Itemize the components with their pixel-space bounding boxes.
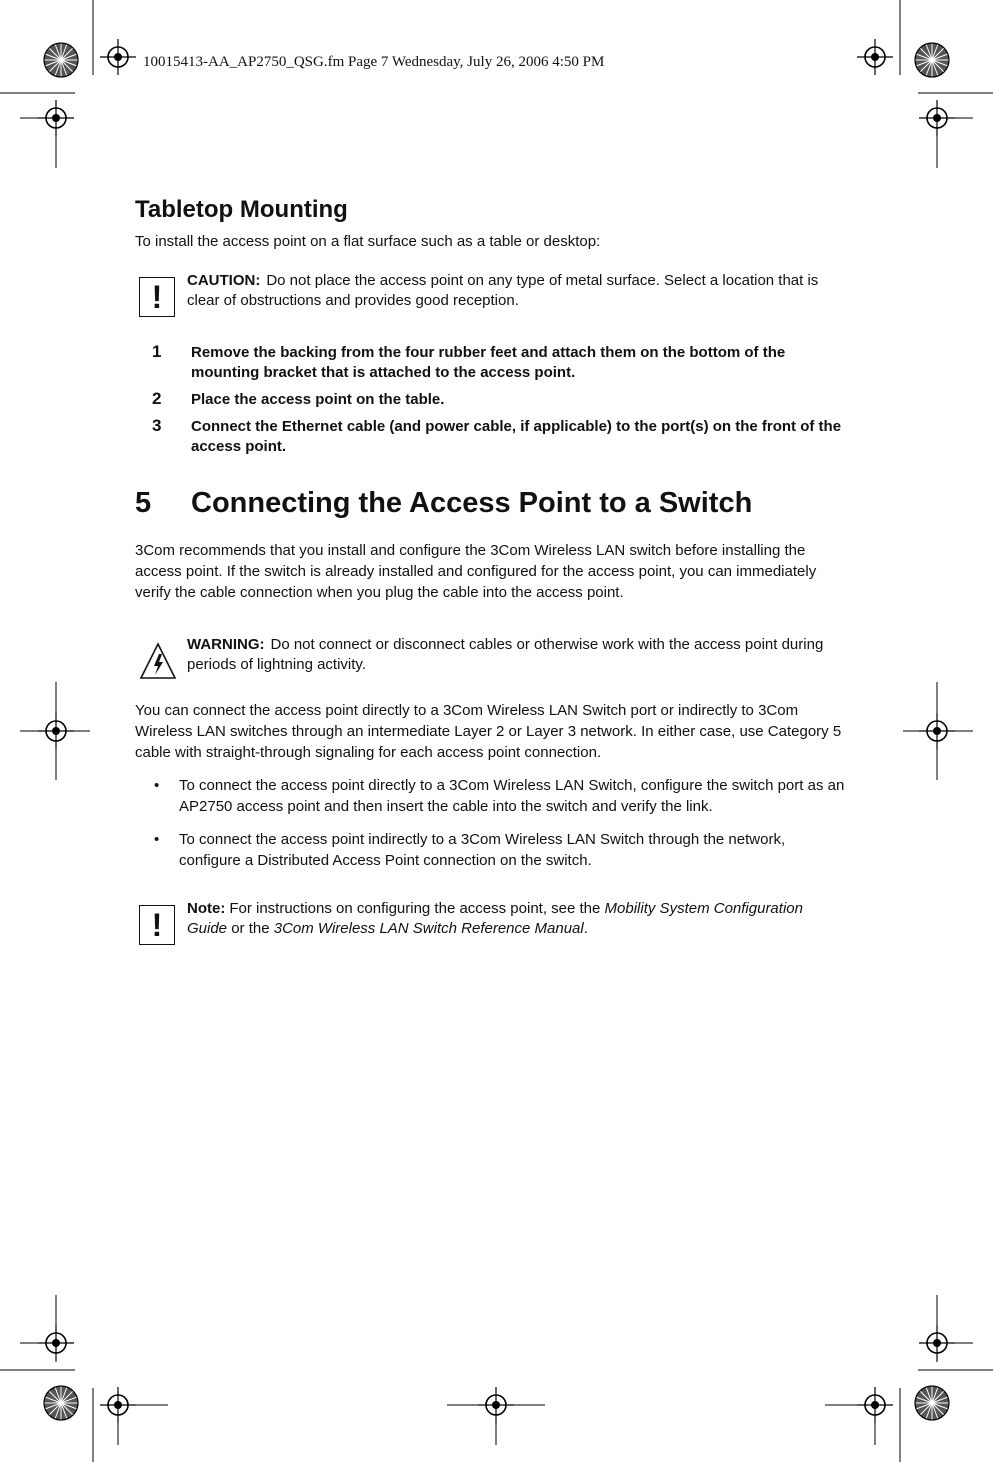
step-text: Place the access point on the table. xyxy=(191,391,445,408)
step-number: 3 xyxy=(152,416,162,435)
chapter-title: Connecting the Access Point to a Switch xyxy=(191,487,753,519)
bullet-item xyxy=(135,775,847,817)
file-header-line: 10015413-AA_AP2750_QSG.fm Page 7 Wednesday, July 26, 2006 4:50 PM xyxy=(143,54,605,70)
lightning-icon xyxy=(139,641,177,681)
page-content xyxy=(135,196,847,949)
warning-notice xyxy=(135,635,847,685)
note-text-before: For instructions on configuring the access point, see the xyxy=(229,900,601,917)
step-number: 2 xyxy=(152,389,162,408)
caution-label: CAUTION: xyxy=(187,272,261,289)
chapter-paragraph-2: You can connect the access point directly to a 3Com Wireless LAN Switch port or indirectly to 3Com Wireless LAN switches through an intermediate Layer 2 or Layer 3 network. In either case, use Category 5 cable with straight-through signaling for each access point connection. xyxy=(135,702,842,761)
section-title-tabletop: Tabletop Mounting xyxy=(135,196,348,223)
warning-text: Do not connect or disconnect cables or otherwise work with the access point during periods of lightning activity. xyxy=(187,636,824,673)
chapter-heading xyxy=(135,487,847,520)
note-text-after: . xyxy=(583,920,588,937)
step-item xyxy=(135,343,847,383)
note-doc-title-2: 3Com Wireless LAN Switch Reference Manual xyxy=(273,920,584,937)
tabletop-steps xyxy=(135,343,847,457)
exclamation-icon: ! xyxy=(139,905,177,945)
step-text: Connect the Ethernet cable (and power cable, if applicable) to the port(s) on the front of the access point. xyxy=(191,418,842,455)
connection-bullets xyxy=(135,775,847,871)
note-text-middle: or the xyxy=(231,920,270,937)
bullet-text: To connect the access point indirectly to a 3Com Wireless LAN Switch through the network, configure a Distributed Access Point connection on the switch. xyxy=(179,831,786,869)
bullet-dot: • xyxy=(154,777,160,794)
exclamation-icon: ! xyxy=(139,277,177,317)
note-notice xyxy=(135,899,847,949)
caution-text: Do not place the access point on any type of metal surface. Select a location that is clear of obstructions and provides good reception. xyxy=(187,272,819,309)
bullet-item xyxy=(135,829,847,871)
step-number: 1 xyxy=(152,342,162,361)
step-item xyxy=(135,417,847,457)
chapter-paragraph-1: 3Com recommends that you install and configure the 3Com Wireless LAN switch before installing the access point. If the switch is already installed and configured for the access point, you can immediately verify the cable connection when you plug the cable into the access point. xyxy=(135,542,817,601)
tabletop-intro: To install the access point on a flat surface such as a table or desktop: xyxy=(135,233,601,250)
note-label: Note: xyxy=(187,900,226,917)
caution-notice xyxy=(135,271,847,321)
warning-label: WARNING: xyxy=(187,636,265,653)
star-target-icon xyxy=(915,43,949,77)
star-target-icon xyxy=(915,1386,949,1420)
step-text: Remove the backing from the four rubber feet and attach them on the bottom of the mounting bracket that is attached to the access point. xyxy=(191,344,786,381)
star-target-icon xyxy=(44,1386,78,1420)
chapter-number: 5 xyxy=(135,487,152,519)
step-item xyxy=(135,390,847,410)
note-doc-title-1: Mobility System Configuration Guide xyxy=(187,900,803,937)
bullet-dot: • xyxy=(154,831,160,848)
bullet-text: To connect the access point directly to a 3Com Wireless LAN Switch, configure the switch port as an AP2750 access point and then insert the cable into the switch and verify the link. xyxy=(179,777,845,815)
star-target-icon xyxy=(44,43,78,77)
